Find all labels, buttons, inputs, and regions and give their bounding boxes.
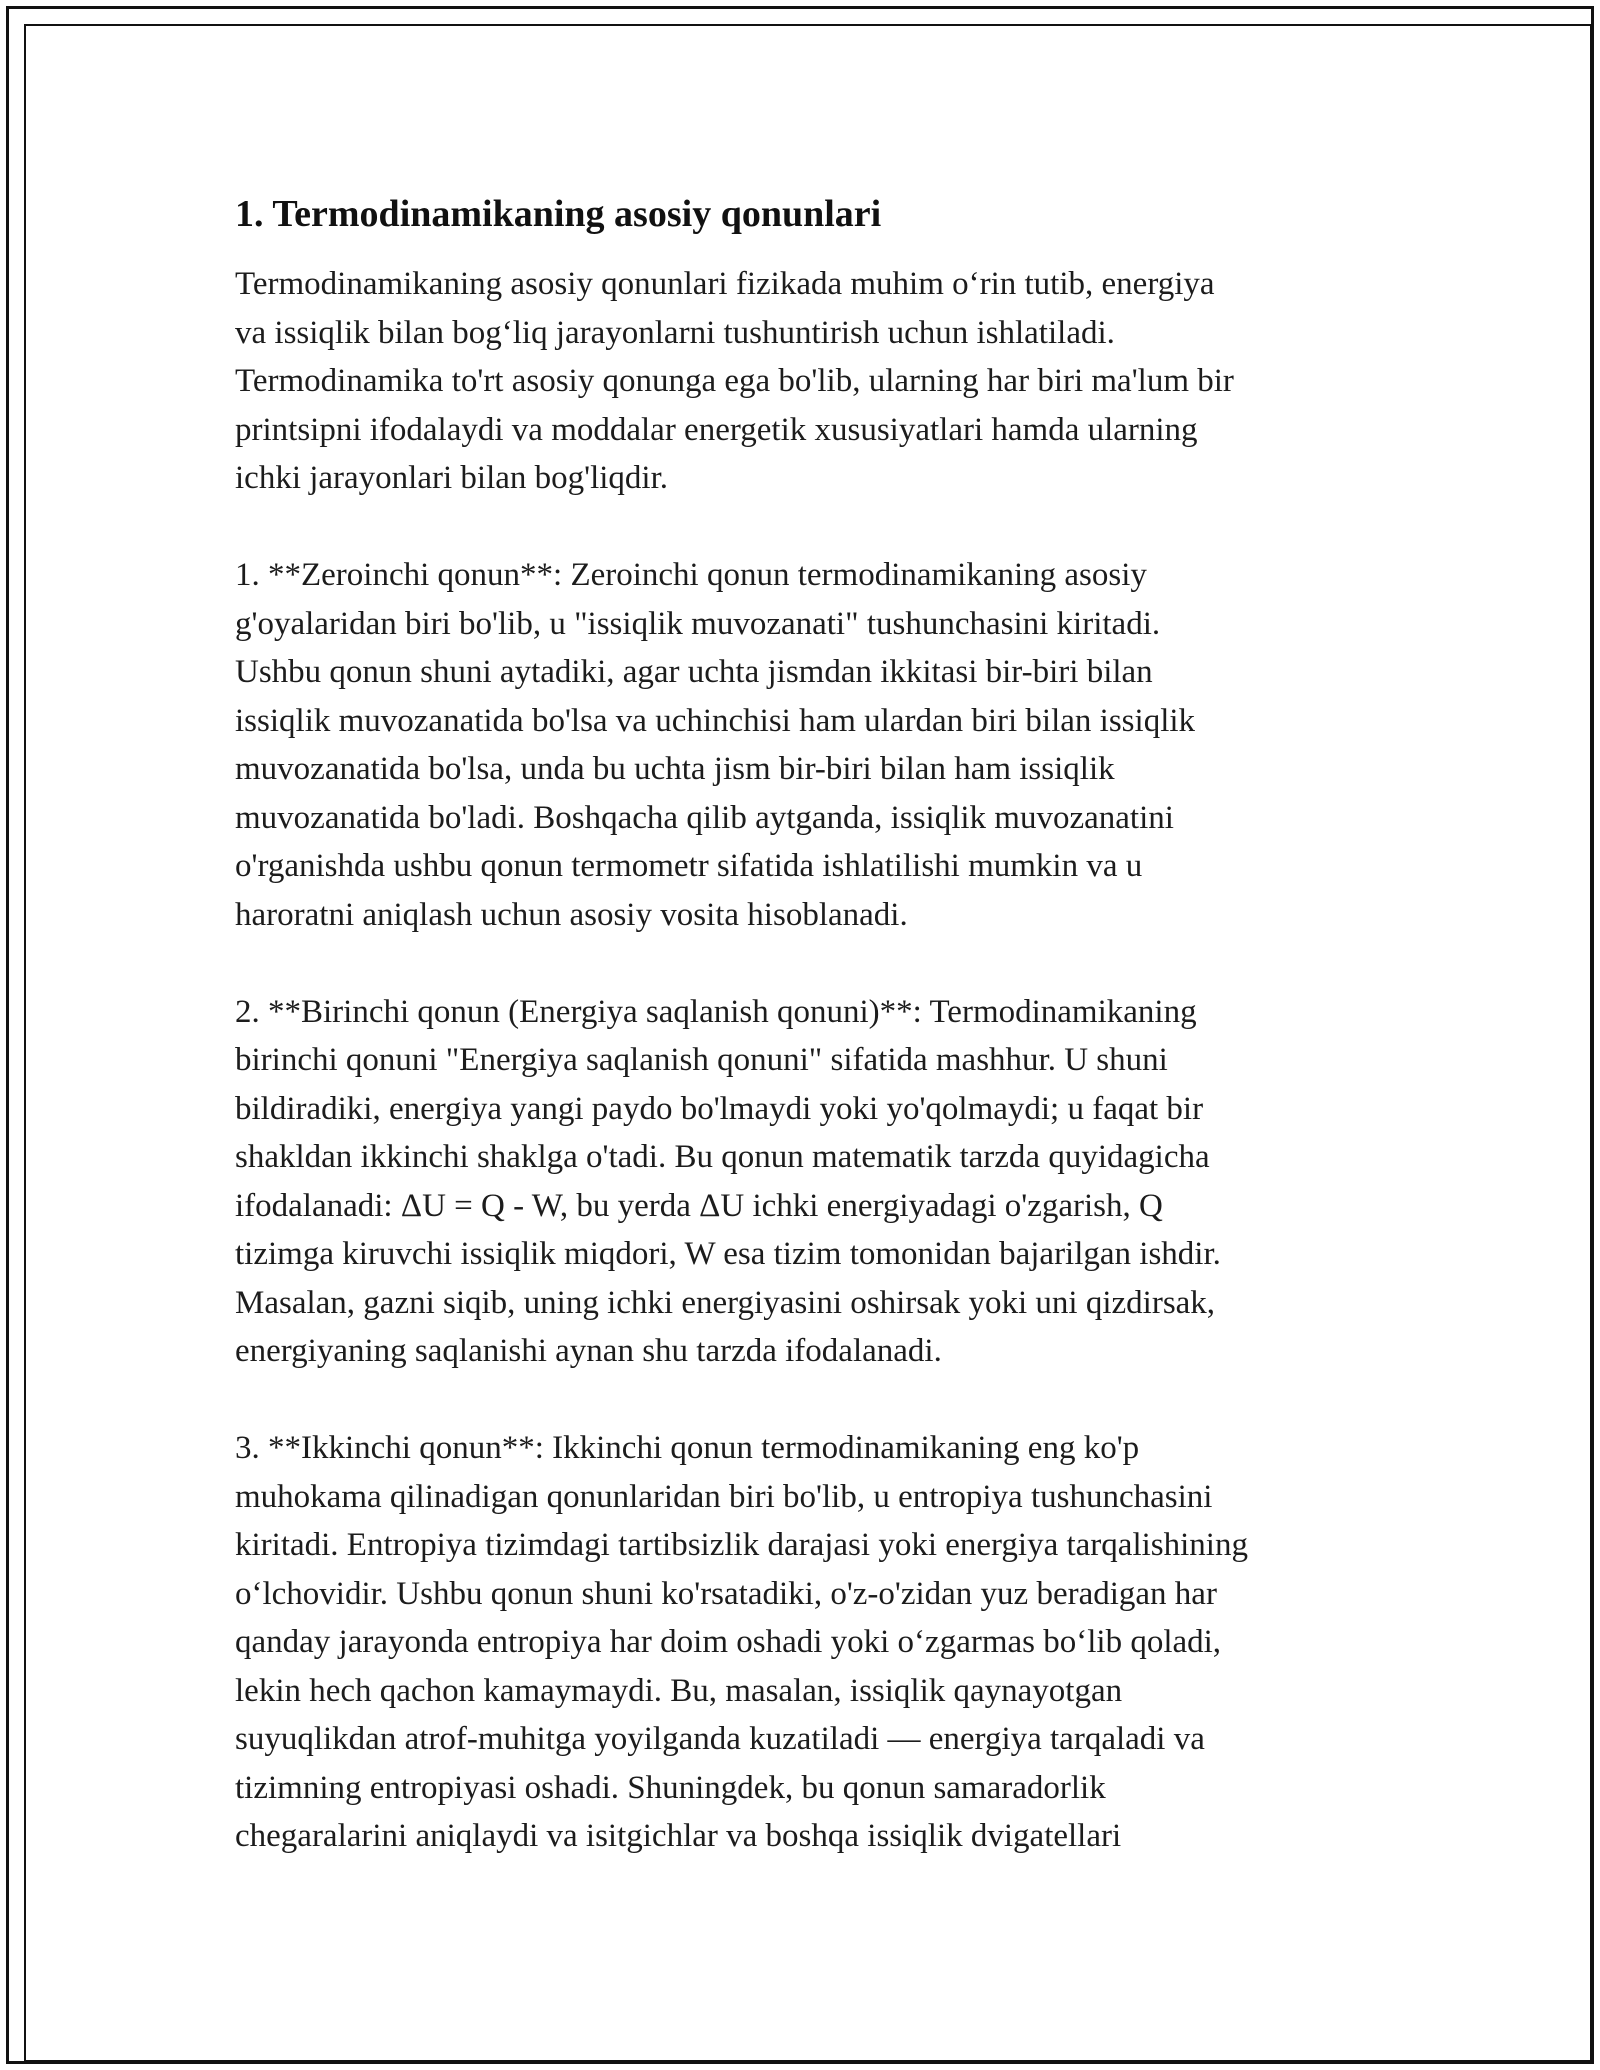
text-line: muvozanatida bo'lsa, unda bu uchta jism bir-biri bilan ham issiqlik: [235, 751, 1115, 787]
text-line: 1. **Zeroinchi qonun**: Zeroinchi qonun termodinamikaning asosiy: [235, 557, 1147, 593]
second-law-paragraph: [235, 1424, 1375, 1861]
text-line: o‘lchovidir. Ushbu qonun shuni ko'rsatadiki, o'z-o'zidan yuz beradigan har: [235, 1575, 1217, 1612]
text-line: muhokama qilinadigan qonunlaridan biri bo'lib, u entropiya tushunchasini: [235, 1478, 1213, 1515]
text-line: kiritadi. Entropiya tizimdagi tartibsizlik darajasi yoki energiya tarqalishining: [235, 1527, 1248, 1563]
document-body: [235, 186, 1375, 1861]
text-line: birinchi qonuni "Energiya saqlanish qonuni" sifatida mashhur. U shuni: [235, 1042, 1168, 1078]
first-law-paragraph: [235, 988, 1375, 1376]
text-line: va issiqlik bilan bog‘liq jarayonlarni tushuntirish uchun ishlatiladi.: [235, 314, 1115, 351]
text-line: g'oyalaridan biri bo'lib, u "issiqlik muvozanati" tushunchasini kiritadi.: [235, 605, 1161, 642]
text-line: issiqlik muvozanatida bo'lsa va uchinchisi ham ulardan biri bilan issiqlik: [235, 702, 1196, 739]
text-line: Ushbu qonun shuni aytadiki, agar uchta jismdan ikkitasi bir-biri bilan: [235, 654, 1153, 690]
text-line: chegaralarini aniqlaydi va isitgichlar va boshqa issiqlik dvigatellari: [235, 1818, 1122, 1854]
section-heading: 1. Termodinamikaning asosiy qonunlari: [235, 193, 882, 235]
text-line: tizimning entropiyasi oshadi. Shuningdek, bu qonun samaradorlik: [235, 1769, 1106, 1806]
text-line: bildiradiki, energiya yangi paydo bo'lmaydi yoki yo'qolmaydi; u faqat bir: [235, 1090, 1204, 1127]
text-line: tizimga kiruvchi issiqlik miqdori, W esa tizim tomonidan bajarilgan ishdir.: [235, 1236, 1221, 1272]
text-line: printsipni ifodalaydi va moddalar energetik xususiyatlari hamda ularning: [235, 411, 1198, 448]
text-line: ifodalanadi: ΔU = Q - W, bu yerda ΔU ichki energiyadagi o'zgarish, Q: [235, 1187, 1163, 1224]
text-line: 3. **Ikkinchi qonun**: Ikkinchi qonun termodinamikaning eng ko'p: [235, 1430, 1140, 1466]
text-line: qanday jarayonda entropiya har doim oshadi yoki o‘zgarmas bo‘lib qoladi,: [235, 1624, 1222, 1660]
text-line: o'rganishda ushbu qonun termometr sifatida ishlatilishi mumkin va u: [235, 848, 1143, 884]
text-line: haroratni aniqlash uchun asosiy vosita hisoblanadi.: [235, 896, 908, 933]
text-line: energiyaning saqlanishi aynan shu tarzda ifodalanadi.: [235, 1333, 942, 1369]
text-line: 2. **Birinchi qonun (Energiya saqlanish qonuni)**: Termodinamikaning: [235, 993, 1197, 1030]
zeroth-law-paragraph: [235, 551, 1375, 939]
text-line: Termodinamikaning asosiy qonunlari fizikada muhim o‘rin tutib, energiya: [235, 266, 1215, 302]
text-line: shakldan ikkinchi shaklga o'tadi. Bu qonun matematik tarzda quyidagicha: [235, 1139, 1210, 1175]
text-line: ichki jarayonlari bilan bog'liqdir.: [235, 460, 669, 496]
text-line: Masalan, gazni siqib, uning ichki energiyasini oshirsak yoki uni qizdirsak,: [235, 1284, 1216, 1321]
text-line: suyuqlikdan atrof-muhitga yoyilganda kuzatiladi — energiya tarqaladi va: [235, 1721, 1205, 1757]
text-line: Termodinamika to'rt asosiy qonunga ega bo'lib, ularning har biri ma'lum bir: [235, 363, 1234, 399]
text-line: lekin hech qachon kamaymaydi. Bu, masalan, issiqlik qaynayotgan: [235, 1672, 1123, 1709]
intro-paragraph: [235, 260, 1375, 503]
text-line: muvozanatida bo'ladi. Boshqacha qilib aytganda, issiqlik muvozanatini: [235, 799, 1174, 836]
